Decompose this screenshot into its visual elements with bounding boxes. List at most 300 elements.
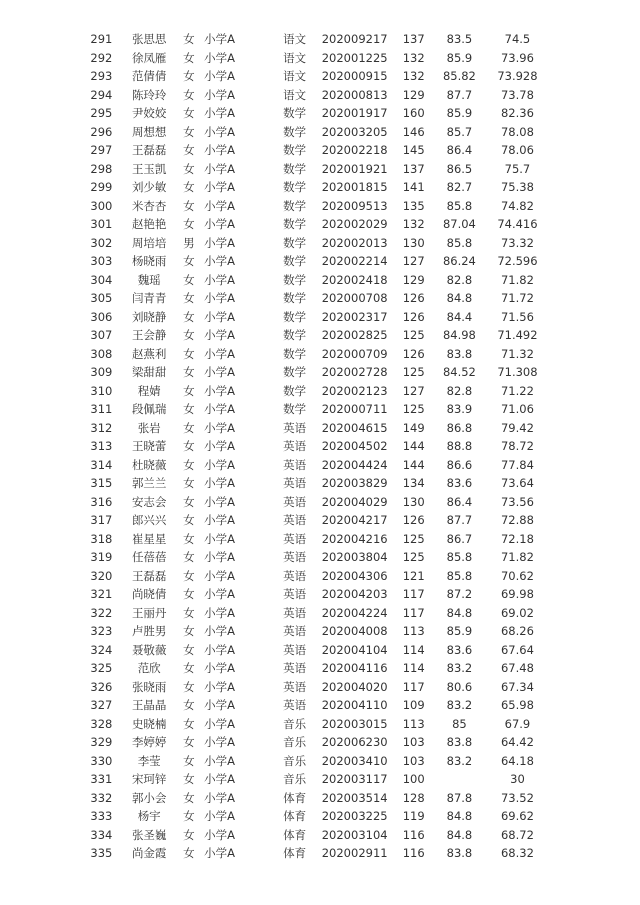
table-row [78, 807, 548, 826]
written-score-cell: 125 [402, 550, 425, 564]
exam-id-cell: 202003410 [321, 753, 388, 768]
school-cell: 小学A [204, 402, 235, 416]
written-score-cell: 113 [402, 716, 425, 731]
exam-id-cell: 202002123 [321, 383, 388, 398]
school-cell: 小学A [204, 568, 235, 583]
exam-id-cell: 202002825 [321, 328, 388, 342]
school-cell: 小学A [204, 180, 235, 194]
candidate-name-cell: 张圣巍 [131, 827, 167, 842]
candidate-name-cell: 周想想 [131, 124, 167, 139]
row-number-cell: 315 [90, 476, 113, 490]
exam-id-cell: 202002418 [321, 272, 388, 287]
table-row [78, 160, 548, 179]
school-cell: 小学A [204, 69, 235, 83]
interview-score-cell: 84.8 [446, 827, 473, 842]
row-number-cell: 314 [90, 457, 113, 472]
total-score-cell: 77.84 [500, 457, 534, 472]
interview-score-cell: 86.4 [446, 143, 473, 157]
row-number-cell: 303 [90, 254, 113, 268]
exam-id-cell: 202004615 [321, 420, 388, 435]
gender-cell: 女 [183, 50, 195, 65]
subject-cell: 数学 [283, 402, 307, 416]
table-row [78, 49, 548, 68]
school-cell: 小学A [204, 50, 235, 65]
gender-cell: 女 [183, 494, 195, 509]
subject-cell: 数学 [283, 106, 307, 120]
interview-score-cell: 87.04 [442, 217, 476, 231]
interview-score-cell: 85.8 [446, 550, 473, 564]
gender-cell: 女 [183, 328, 195, 342]
row-number-cell: 291 [90, 32, 113, 46]
subject-cell: 数学 [283, 143, 307, 157]
score-table-body [78, 30, 548, 863]
total-score-cell: 70.62 [500, 568, 534, 583]
exam-id-cell: 202001921 [321, 161, 388, 176]
gender-cell: 女 [183, 291, 195, 305]
candidate-name-cell: 张岩 [137, 420, 161, 435]
table-row [78, 30, 548, 49]
interview-score-cell: 83.2 [446, 661, 473, 675]
row-number-cell: 298 [90, 161, 113, 176]
subject-cell: 体育 [283, 827, 307, 842]
interview-score-cell: 86.5 [446, 161, 473, 176]
candidate-name-cell: 王丽丹 [131, 605, 167, 620]
gender-cell: 女 [183, 346, 195, 361]
gender-cell: 女 [183, 772, 195, 786]
table-row [78, 659, 548, 678]
gender-cell: 女 [183, 383, 195, 398]
written-score-cell: 145 [402, 143, 425, 157]
interview-score-cell: 87.8 [446, 790, 473, 805]
exam-id-cell: 202003225 [321, 809, 388, 823]
written-score-cell: 109 [402, 698, 425, 712]
subject-cell: 音乐 [283, 735, 307, 749]
school-cell: 小学A [204, 679, 235, 694]
written-score-cell: 137 [402, 32, 425, 46]
subject-cell: 数学 [283, 217, 307, 231]
total-score-cell: 71.56 [500, 309, 534, 324]
subject-cell: 数学 [283, 291, 307, 305]
interview-score-cell: 82.7 [446, 180, 473, 194]
gender-cell: 女 [183, 753, 195, 768]
gender-cell: 女 [183, 272, 195, 287]
subject-cell: 英语 [283, 624, 307, 638]
exam-id-cell: 202004116 [321, 661, 388, 675]
candidate-name-cell: 卢胜男 [131, 624, 167, 638]
candidate-name-cell: 程婧 [137, 383, 161, 398]
total-score-cell: 72.18 [500, 531, 534, 546]
school-cell: 小学A [204, 309, 235, 324]
school-cell: 小学A [204, 124, 235, 139]
total-score-cell: 71.492 [497, 328, 538, 342]
exam-id-cell: 202004110 [321, 698, 388, 712]
school-cell: 小学A [204, 642, 235, 657]
row-number-cell: 309 [90, 365, 113, 379]
written-score-cell: 126 [402, 513, 425, 527]
written-score-cell: 132 [402, 69, 425, 83]
interview-score-cell: 83.8 [446, 846, 473, 860]
row-number-cell: 317 [90, 513, 113, 527]
written-score-cell: 125 [402, 328, 425, 342]
gender-cell: 女 [183, 827, 195, 842]
written-score-cell: 119 [402, 809, 425, 823]
interview-score-cell: 84.4 [446, 309, 473, 324]
school-cell: 小学A [204, 716, 235, 731]
total-score-cell: 72.88 [500, 513, 534, 527]
school-cell: 小学A [204, 605, 235, 620]
exam-id-cell: 202002218 [321, 143, 388, 157]
total-score-cell: 73.78 [500, 87, 534, 102]
total-score-cell: 79.42 [500, 420, 534, 435]
school-cell: 小学A [204, 772, 235, 786]
exam-id-cell: 202002214 [321, 254, 388, 268]
row-number-cell: 297 [90, 143, 113, 157]
table-row [78, 252, 548, 271]
subject-cell: 体育 [283, 846, 307, 860]
interview-score-cell: 87.2 [446, 587, 473, 601]
school-cell: 小学A [204, 235, 235, 250]
gender-cell: 女 [183, 698, 195, 712]
candidate-name-cell: 郎兴兴 [131, 513, 167, 527]
candidate-name-cell: 赵燕利 [131, 346, 167, 361]
candidate-name-cell: 尚金霞 [131, 846, 167, 860]
candidate-name-cell: 崔星星 [131, 531, 167, 546]
exam-id-cell: 202003117 [321, 772, 388, 786]
exam-id-cell: 202004502 [321, 439, 388, 453]
total-score-cell: 67.64 [500, 642, 534, 657]
exam-id-cell: 202002317 [321, 309, 388, 324]
gender-cell: 女 [183, 679, 195, 694]
subject-cell: 英语 [283, 531, 307, 546]
row-number-cell: 322 [90, 605, 113, 620]
candidate-name-cell: 聂敬薇 [131, 642, 167, 657]
interview-score-cell: 83.6 [446, 476, 473, 490]
interview-score-cell: 83.8 [446, 346, 473, 361]
interview-score-cell: 84.8 [446, 809, 473, 823]
school-cell: 小学A [204, 346, 235, 361]
subject-cell: 英语 [283, 605, 307, 620]
row-number-cell: 305 [90, 291, 113, 305]
total-score-cell: 72.596 [497, 254, 538, 268]
exam-id-cell: 202002029 [321, 217, 388, 231]
gender-cell: 女 [183, 513, 195, 527]
gender-cell: 女 [183, 531, 195, 546]
interview-score-cell: 84.52 [442, 365, 476, 379]
gender-cell: 女 [183, 161, 195, 176]
written-score-cell: 116 [402, 846, 425, 860]
total-score-cell: 30 [510, 772, 525, 786]
written-score-cell: 141 [402, 180, 425, 194]
table-row [78, 326, 548, 345]
total-score-cell: 69.62 [500, 809, 534, 823]
school-cell: 小学A [204, 383, 235, 398]
gender-cell: 女 [183, 180, 195, 194]
school-cell: 小学A [204, 143, 235, 157]
interview-score-cell: 82.8 [446, 383, 473, 398]
subject-cell: 数学 [283, 161, 307, 176]
subject-cell: 英语 [283, 494, 307, 509]
written-score-cell: 127 [402, 383, 425, 398]
row-number-cell: 302 [90, 235, 113, 250]
total-score-cell: 64.18 [500, 753, 534, 768]
total-score-cell: 71.82 [500, 272, 534, 287]
table-row [78, 67, 548, 86]
school-cell: 小学A [204, 32, 235, 46]
exam-id-cell: 202003205 [321, 124, 388, 139]
interview-score-cell: 87.7 [446, 513, 473, 527]
interview-score-cell: 85.8 [446, 235, 473, 250]
school-cell: 小学A [204, 254, 235, 268]
gender-cell: 女 [183, 790, 195, 805]
total-score-cell: 73.928 [497, 69, 538, 83]
school-cell: 小学A [204, 827, 235, 842]
school-cell: 小学A [204, 476, 235, 490]
interview-score-cell: 88.8 [446, 439, 473, 453]
exam-id-cell: 202009217 [321, 32, 388, 46]
subject-cell: 语文 [283, 32, 307, 46]
school-cell: 小学A [204, 161, 235, 176]
total-score-cell: 71.06 [500, 402, 534, 416]
total-score-cell: 82.36 [500, 106, 534, 120]
school-cell: 小学A [204, 531, 235, 546]
table-row [78, 104, 548, 123]
written-score-cell: 113 [402, 624, 425, 638]
row-number-cell: 295 [90, 106, 113, 120]
school-cell: 小学A [204, 457, 235, 472]
interview-score-cell: 83.5 [446, 32, 473, 46]
interview-score-cell: 83.6 [446, 642, 473, 657]
total-score-cell: 68.26 [500, 624, 534, 638]
table-row [78, 215, 548, 234]
table-row [78, 308, 548, 327]
gender-cell: 女 [183, 587, 195, 601]
table-row [78, 844, 548, 863]
row-number-cell: 323 [90, 624, 113, 638]
school-cell: 小学A [204, 291, 235, 305]
row-number-cell: 328 [90, 716, 113, 731]
exam-id-cell: 202001815 [321, 180, 388, 194]
exam-id-cell: 202003104 [321, 827, 388, 842]
table-row [78, 733, 548, 752]
total-score-cell: 74.82 [500, 198, 534, 213]
row-number-cell: 333 [90, 809, 113, 823]
row-number-cell: 326 [90, 679, 113, 694]
interview-score-cell: 82.8 [446, 272, 473, 287]
subject-cell: 语文 [283, 69, 307, 83]
gender-cell: 女 [183, 69, 195, 83]
row-number-cell: 308 [90, 346, 113, 361]
exam-id-cell: 202004306 [321, 568, 388, 583]
school-cell: 小学A [204, 735, 235, 749]
written-score-cell: 126 [402, 346, 425, 361]
row-number-cell: 301 [90, 217, 113, 231]
gender-cell: 女 [183, 439, 195, 453]
written-score-cell: 100 [402, 772, 425, 786]
subject-cell: 英语 [283, 698, 307, 712]
gender-cell: 女 [183, 106, 195, 120]
candidate-name-cell: 尚晓倩 [131, 587, 167, 601]
exam-id-cell: 202006230 [321, 735, 388, 749]
table-row [78, 622, 548, 641]
total-score-cell: 65.98 [500, 698, 534, 712]
school-cell: 小学A [204, 198, 235, 213]
row-number-cell: 324 [90, 642, 113, 657]
school-cell: 小学A [204, 624, 235, 638]
written-score-cell: 137 [402, 161, 425, 176]
candidate-name-cell: 范倩倩 [131, 69, 167, 83]
written-score-cell: 117 [402, 679, 425, 694]
exam-id-cell: 202004424 [321, 457, 388, 472]
school-cell: 小学A [204, 790, 235, 805]
interview-score-cell: 86.6 [446, 457, 473, 472]
table-row [78, 141, 548, 160]
interview-score-cell: 85.7 [446, 124, 473, 139]
interview-score-cell: 80.6 [446, 679, 473, 694]
written-score-cell: 114 [402, 642, 425, 657]
written-score-cell: 130 [402, 235, 425, 250]
interview-score-cell: 86.7 [446, 531, 473, 546]
row-number-cell: 294 [90, 87, 113, 102]
total-score-cell: 67.48 [500, 661, 534, 675]
written-score-cell: 132 [402, 217, 425, 231]
total-score-cell: 78.06 [500, 143, 534, 157]
school-cell: 小学A [204, 846, 235, 860]
exam-id-cell: 202004216 [321, 531, 388, 546]
exam-id-cell: 202000915 [321, 69, 388, 83]
table-row [78, 548, 548, 567]
total-score-cell: 71.72 [500, 291, 534, 305]
table-row [78, 585, 548, 604]
interview-score-cell: 85.9 [446, 106, 473, 120]
interview-score-cell: 83.2 [446, 753, 473, 768]
subject-cell: 数学 [283, 254, 307, 268]
gender-cell: 女 [183, 735, 195, 749]
exam-id-cell: 202001917 [321, 106, 388, 120]
table-row [78, 604, 548, 623]
total-score-cell: 71.32 [500, 346, 534, 361]
written-score-cell: 132 [402, 50, 425, 65]
school-cell: 小学A [204, 106, 235, 120]
written-score-cell: 125 [402, 531, 425, 546]
school-cell: 小学A [204, 661, 235, 675]
written-score-cell: 127 [402, 254, 425, 268]
interview-score-cell: 86.4 [446, 494, 473, 509]
table-row [78, 234, 548, 253]
candidate-name-cell: 王磊磊 [131, 143, 167, 157]
written-score-cell: 126 [402, 309, 425, 324]
gender-cell: 男 [183, 235, 195, 250]
exam-id-cell: 202002728 [321, 365, 388, 379]
interview-score-cell: 85 [452, 716, 467, 731]
interview-score-cell: 84.8 [446, 605, 473, 620]
written-score-cell: 121 [402, 568, 425, 583]
subject-cell: 语文 [283, 87, 307, 102]
total-score-cell: 73.32 [500, 235, 534, 250]
subject-cell: 英语 [283, 550, 307, 564]
written-score-cell: 146 [402, 124, 425, 139]
exam-id-cell: 202000813 [321, 87, 388, 102]
table-row [78, 363, 548, 382]
written-score-cell: 160 [402, 106, 425, 120]
gender-cell: 女 [183, 87, 195, 102]
candidate-name-cell: 安志会 [131, 494, 167, 509]
subject-cell: 数学 [283, 365, 307, 379]
total-score-cell: 74.5 [504, 32, 531, 46]
row-number-cell: 304 [90, 272, 113, 287]
total-score-cell: 73.52 [500, 790, 534, 805]
written-score-cell: 135 [402, 198, 425, 213]
total-score-cell: 68.32 [500, 846, 534, 860]
row-number-cell: 299 [90, 180, 113, 194]
subject-cell: 英语 [283, 513, 307, 527]
candidate-name-cell: 段佩瑞 [131, 402, 167, 416]
candidate-name-cell: 杨宇 [137, 809, 161, 823]
interview-score-cell: 86.8 [446, 420, 473, 435]
subject-cell: 音乐 [283, 753, 307, 768]
interview-score-cell: 83.9 [446, 402, 473, 416]
written-score-cell: 134 [402, 476, 425, 490]
interview-score-cell: 85.82 [442, 69, 476, 83]
row-number-cell: 334 [90, 827, 113, 842]
gender-cell: 女 [183, 624, 195, 638]
written-score-cell: 116 [402, 827, 425, 842]
total-score-cell: 78.08 [500, 124, 534, 139]
gender-cell: 女 [183, 568, 195, 583]
total-score-cell: 69.98 [500, 587, 534, 601]
row-number-cell: 335 [90, 846, 113, 860]
interview-score-cell [432, 770, 487, 789]
table-row [78, 437, 548, 456]
candidate-name-cell: 王磊磊 [131, 568, 167, 583]
table-row [78, 86, 548, 105]
candidate-name-cell: 徐凤雁 [131, 50, 167, 65]
written-score-cell: 114 [402, 661, 425, 675]
exam-id-cell: 202000709 [321, 346, 388, 361]
candidate-name-cell: 李莹 [137, 753, 161, 768]
exam-id-cell: 202003514 [321, 790, 388, 805]
row-number-cell: 306 [90, 309, 113, 324]
row-number-cell: 320 [90, 568, 113, 583]
gender-cell: 女 [183, 420, 195, 435]
candidate-name-cell: 郭兰兰 [131, 476, 167, 490]
total-score-cell: 74.416 [497, 217, 538, 231]
gender-cell: 女 [183, 846, 195, 860]
table-row [78, 178, 548, 197]
row-number-cell: 293 [90, 69, 113, 83]
gender-cell: 女 [183, 457, 195, 472]
table-row [78, 511, 548, 530]
subject-cell: 数学 [283, 272, 307, 287]
candidate-name-cell: 王晶晶 [131, 698, 167, 712]
interview-score-cell: 84.98 [442, 328, 476, 342]
row-number-cell: 330 [90, 753, 113, 768]
candidate-name-cell: 周培培 [131, 235, 167, 250]
row-number-cell: 319 [90, 550, 113, 564]
written-score-cell: 125 [402, 402, 425, 416]
candidate-name-cell: 王玉凯 [131, 161, 167, 176]
table-row [78, 696, 548, 715]
row-number-cell: 327 [90, 698, 113, 712]
gender-cell: 女 [183, 716, 195, 731]
school-cell: 小学A [204, 217, 235, 231]
total-score-cell: 75.38 [500, 180, 534, 194]
gender-cell: 女 [183, 32, 195, 46]
subject-cell: 语文 [283, 50, 307, 65]
school-cell: 小学A [204, 513, 235, 527]
total-score-cell: 73.56 [500, 494, 534, 509]
subject-cell: 数学 [283, 180, 307, 194]
candidate-name-cell: 陈玲玲 [131, 87, 167, 102]
